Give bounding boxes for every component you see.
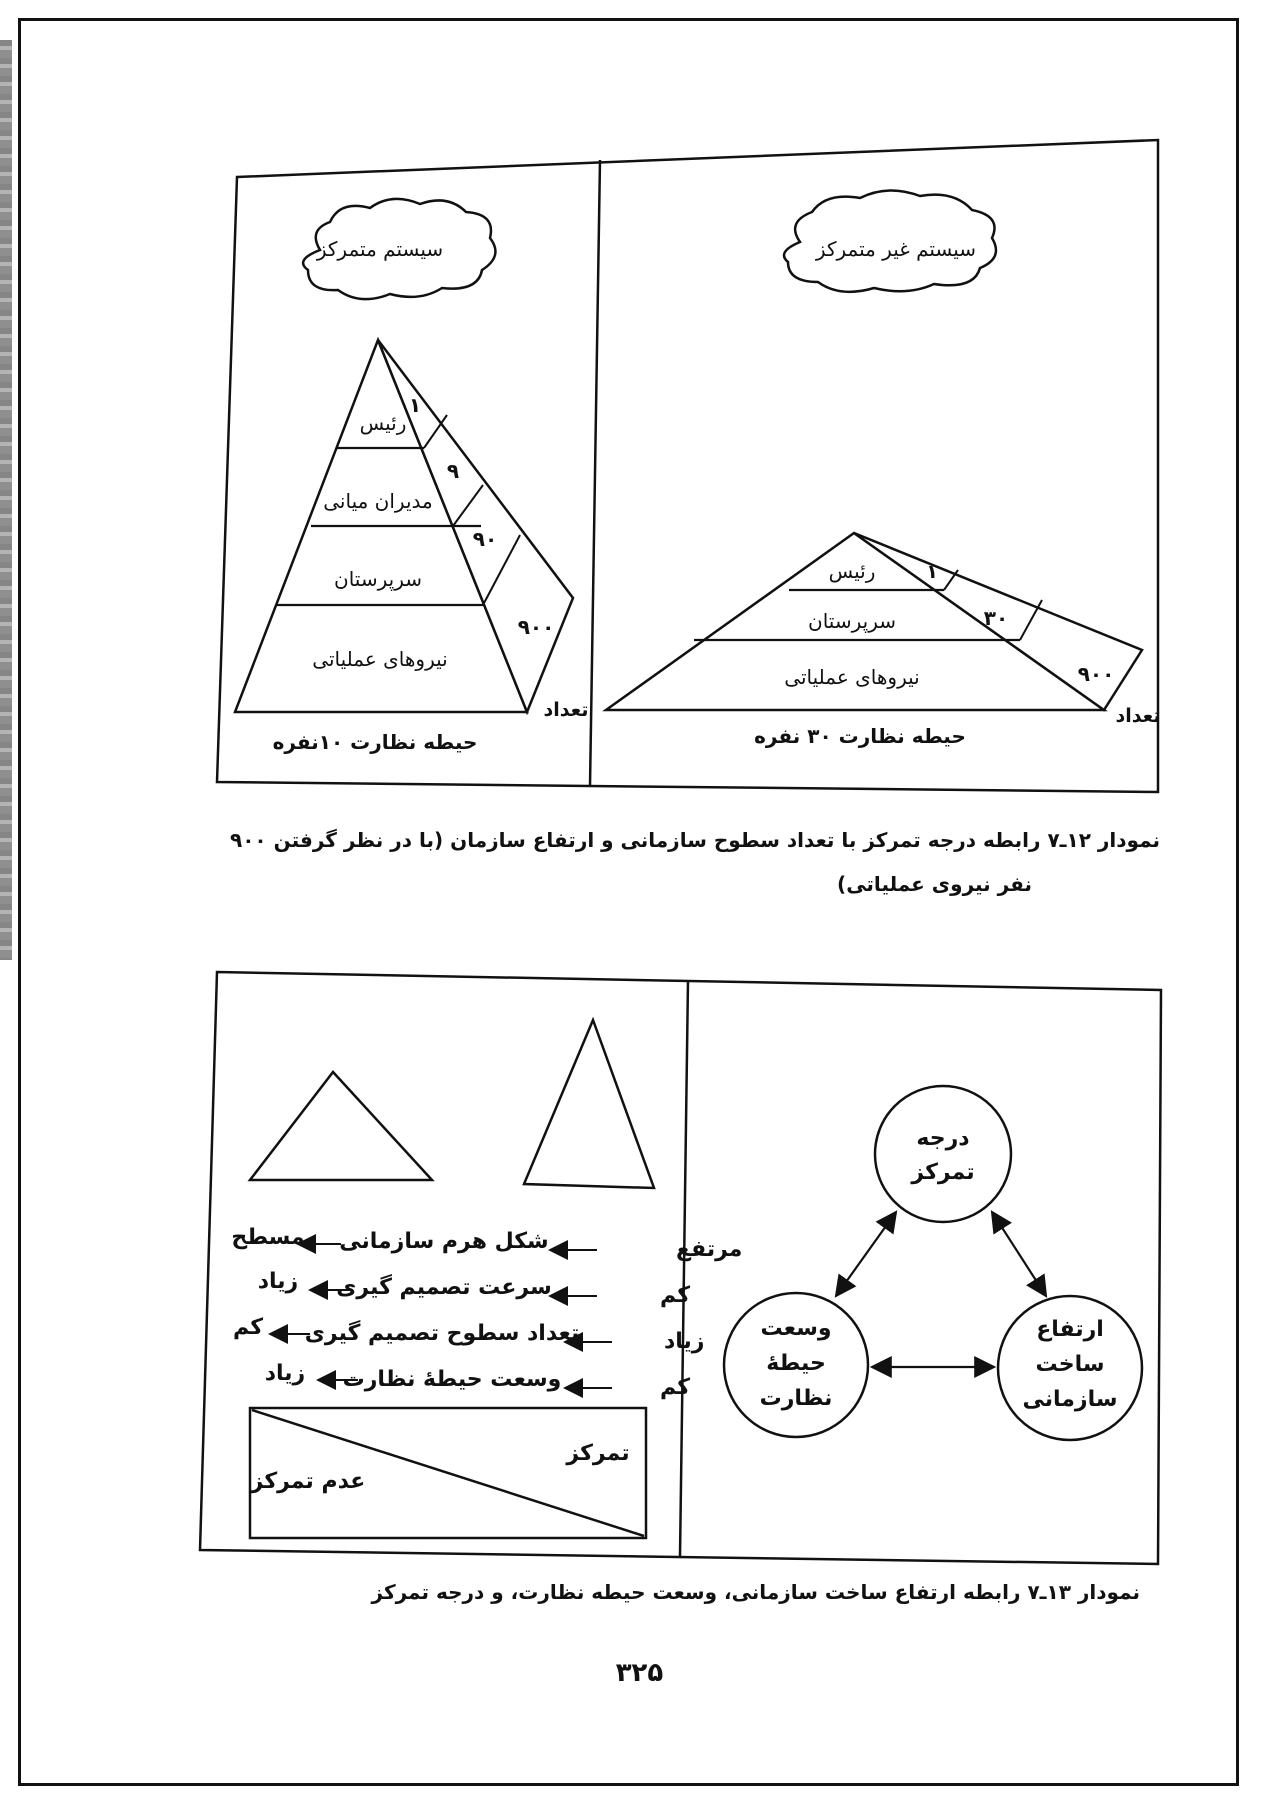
figure-12-divider	[590, 160, 600, 786]
figure-12-caption-line1: نمودار ۱۲ـ۷ رابطه درجه تمرکز با تعداد سطوح سازمانی و ارتفاع سازمان (با در نظر گرفتن ۹۰۰	[229, 828, 1160, 852]
figure-13	[0, 950, 1279, 1690]
circle-text: سازمانی	[1022, 1387, 1118, 1412]
row-right-value: کم	[660, 1283, 691, 1308]
box-label-centralization: تمرکز	[566, 1441, 630, 1466]
circle-text: ارتفاع	[1036, 1317, 1104, 1342]
row-left-value: کم	[232, 1315, 264, 1340]
level-label: سرپرستان	[808, 609, 896, 633]
figure-12-caption-line2: نفر نیروی عملیاتی)	[837, 872, 1032, 896]
count-label: ۹۰۰	[517, 615, 555, 639]
row-left-value: مسطح	[231, 1225, 305, 1250]
figure-13-caption: نمودار ۱۳ـ۷ رابطه ارتفاع ساخت سازمانی، وسعت حیطه نظارت، و درجه تمرکز	[371, 1580, 1140, 1604]
count-label: ۹۰	[472, 527, 498, 551]
comparison-rows	[231, 1225, 742, 1400]
count-label: ۱	[408, 393, 422, 417]
level-label: سرپرستان	[334, 567, 422, 591]
circle-text: نظارت	[759, 1386, 833, 1411]
level-label: نیروهای عملیاتی	[312, 647, 448, 671]
circle-text: درجه	[916, 1126, 970, 1151]
count-axis-label: تعداد	[1115, 705, 1161, 727]
row-left-value: زیاد	[264, 1361, 306, 1386]
level-label: مدیران میانی	[323, 489, 433, 513]
row-middle-label: سرعت تصمیم گیری	[336, 1275, 552, 1300]
row-right-value: کم	[660, 1375, 691, 1400]
count-label: ۱	[926, 561, 938, 583]
decentralized-panel	[606, 190, 1161, 748]
circle-text: ساخت	[1035, 1352, 1105, 1377]
row-middle-label: وسعت حیطهٔ نظارت	[342, 1367, 562, 1392]
level-label: رئیس	[828, 559, 876, 583]
flat-triangle	[250, 1072, 432, 1180]
double-arrow-icon	[836, 1212, 896, 1296]
circle-centralization-degree	[875, 1086, 1011, 1222]
centralized-panel	[235, 199, 589, 754]
cloud-centralized-label: سیستم متمرکز	[316, 237, 444, 261]
count-axis-label: تعداد	[543, 699, 589, 721]
level-label: نیروهای عملیاتی	[784, 665, 920, 689]
span-label: حیطه نظارت ۳۰ نفره	[754, 724, 966, 748]
row-right-value: مرتفع	[676, 1237, 743, 1262]
row-middle-label: شکل هرم سازمانی	[339, 1229, 549, 1254]
row-right-value: زیاد	[664, 1329, 705, 1354]
count-label: ۹	[446, 459, 460, 483]
circle-text: حیطهٔ	[766, 1351, 826, 1376]
cloud-decentralized-label: سیستم غیر متمرکز	[815, 237, 977, 261]
page-number: ۳۲۵	[615, 1658, 664, 1688]
count-label: ۳۰	[983, 606, 1009, 630]
count-label: ۹۰۰	[1077, 662, 1115, 686]
level-label: رئیس	[359, 411, 407, 435]
figure-12	[0, 0, 1279, 820]
figure-13-divider	[680, 980, 688, 1556]
row-middle-label: تعداد سطوح تصمیم گیری	[304, 1321, 580, 1346]
circle-text: تمرکز	[911, 1160, 975, 1185]
box-label-decentralization: عدم تمرکز	[250, 1469, 366, 1494]
tall-triangle	[524, 1020, 654, 1188]
row-left-value: زیاد	[257, 1269, 299, 1294]
span-label: حیطه نظارت ۱۰نفره	[272, 730, 478, 754]
circle-text: وسعت	[760, 1316, 832, 1341]
double-arrow-icon	[992, 1212, 1046, 1296]
